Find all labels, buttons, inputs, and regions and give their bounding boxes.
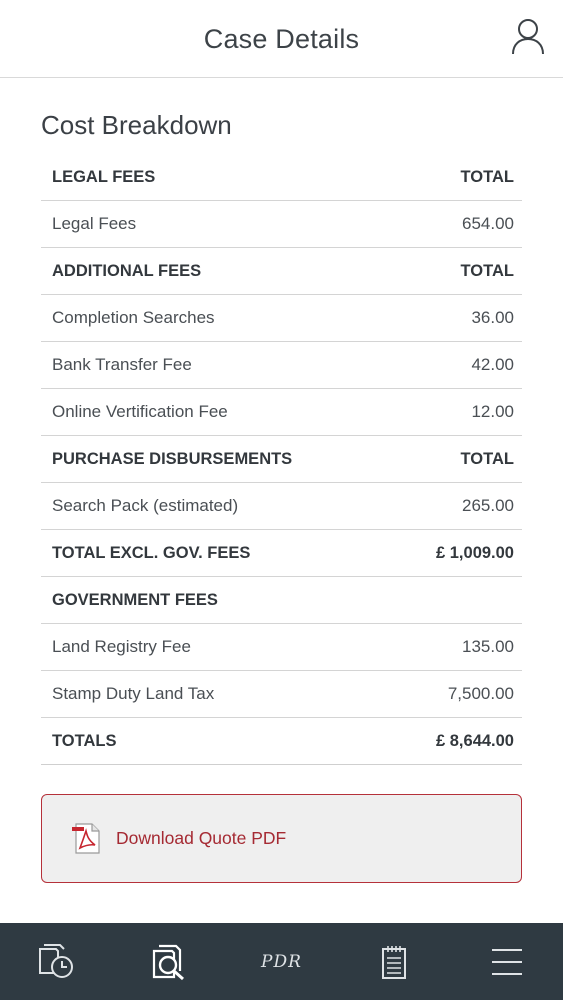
notepad-icon	[380, 944, 408, 980]
row-amount: TOTAL	[460, 261, 514, 280]
page-title: Case Details	[203, 24, 360, 54]
row-amount: 135.00	[462, 637, 514, 656]
row-amount: TOTAL	[460, 449, 514, 468]
tab-history[interactable]	[24, 934, 88, 990]
table-row	[41, 624, 522, 671]
row-label: Online Vertification Fee	[52, 402, 228, 421]
table-row	[41, 389, 522, 436]
table-header-row	[41, 577, 522, 624]
tab-notes[interactable]	[362, 934, 426, 990]
table-header-row	[41, 154, 522, 201]
table-total-row	[41, 530, 522, 577]
table-header-row	[41, 436, 522, 483]
document-search-icon	[150, 943, 188, 981]
row-label: Completion Searches	[52, 308, 215, 327]
table-row	[41, 295, 522, 342]
document-clock-icon	[36, 943, 76, 981]
row-amount: £ 8,644.00	[436, 731, 514, 750]
tab-menu[interactable]	[475, 934, 539, 990]
row-label: Land Registry Fee	[52, 637, 191, 656]
row-label: LEGAL FEES	[52, 167, 156, 186]
row-label: TOTAL EXCL. GOV. FEES	[52, 543, 251, 562]
download-quote-pdf-label: Download Quote PDF	[116, 828, 287, 848]
table-total-row	[41, 718, 522, 765]
row-amount: 654.00	[462, 214, 514, 233]
row-amount: 7,500.00	[447, 684, 514, 703]
row-amount: 265.00	[462, 496, 514, 515]
row-amount: 42.00	[471, 355, 514, 374]
row-label: PURCHASE DISBURSEMENTS	[52, 449, 293, 468]
cost-breakdown-table	[41, 154, 522, 765]
tab-case-search[interactable]	[137, 934, 201, 990]
row-amount: £ 1,009.00	[436, 543, 514, 562]
section-title: Cost Breakdown	[41, 110, 232, 140]
tab-pdr[interactable]	[249, 934, 313, 990]
row-label: Stamp Duty Land Tax	[52, 684, 215, 703]
row-label: TOTALS	[52, 731, 117, 750]
row-amount: 36.00	[471, 308, 514, 327]
row-label: ADDITIONAL FEES	[52, 261, 202, 280]
pdr-logo-label: PDR	[261, 951, 302, 972]
user-icon[interactable]	[511, 18, 545, 56]
table-row	[41, 483, 522, 530]
row-label: GOVERNMENT FEES	[52, 590, 218, 609]
table-row	[41, 671, 522, 718]
download-quote-pdf-button[interactable]	[41, 794, 522, 883]
hamburger-menu-icon	[491, 947, 523, 977]
table-row	[41, 342, 522, 389]
table-row	[41, 201, 522, 248]
row-label: Search Pack (estimated)	[52, 496, 239, 515]
row-label: Bank Transfer Fee	[52, 355, 192, 374]
pdf-file-icon	[70, 822, 103, 855]
row-amount: TOTAL	[460, 167, 514, 186]
row-label: Legal Fees	[52, 214, 137, 233]
app-header	[0, 0, 563, 78]
row-amount: 12.00	[471, 402, 514, 421]
table-header-row	[41, 248, 522, 295]
bottom-tab-bar	[0, 923, 563, 1000]
